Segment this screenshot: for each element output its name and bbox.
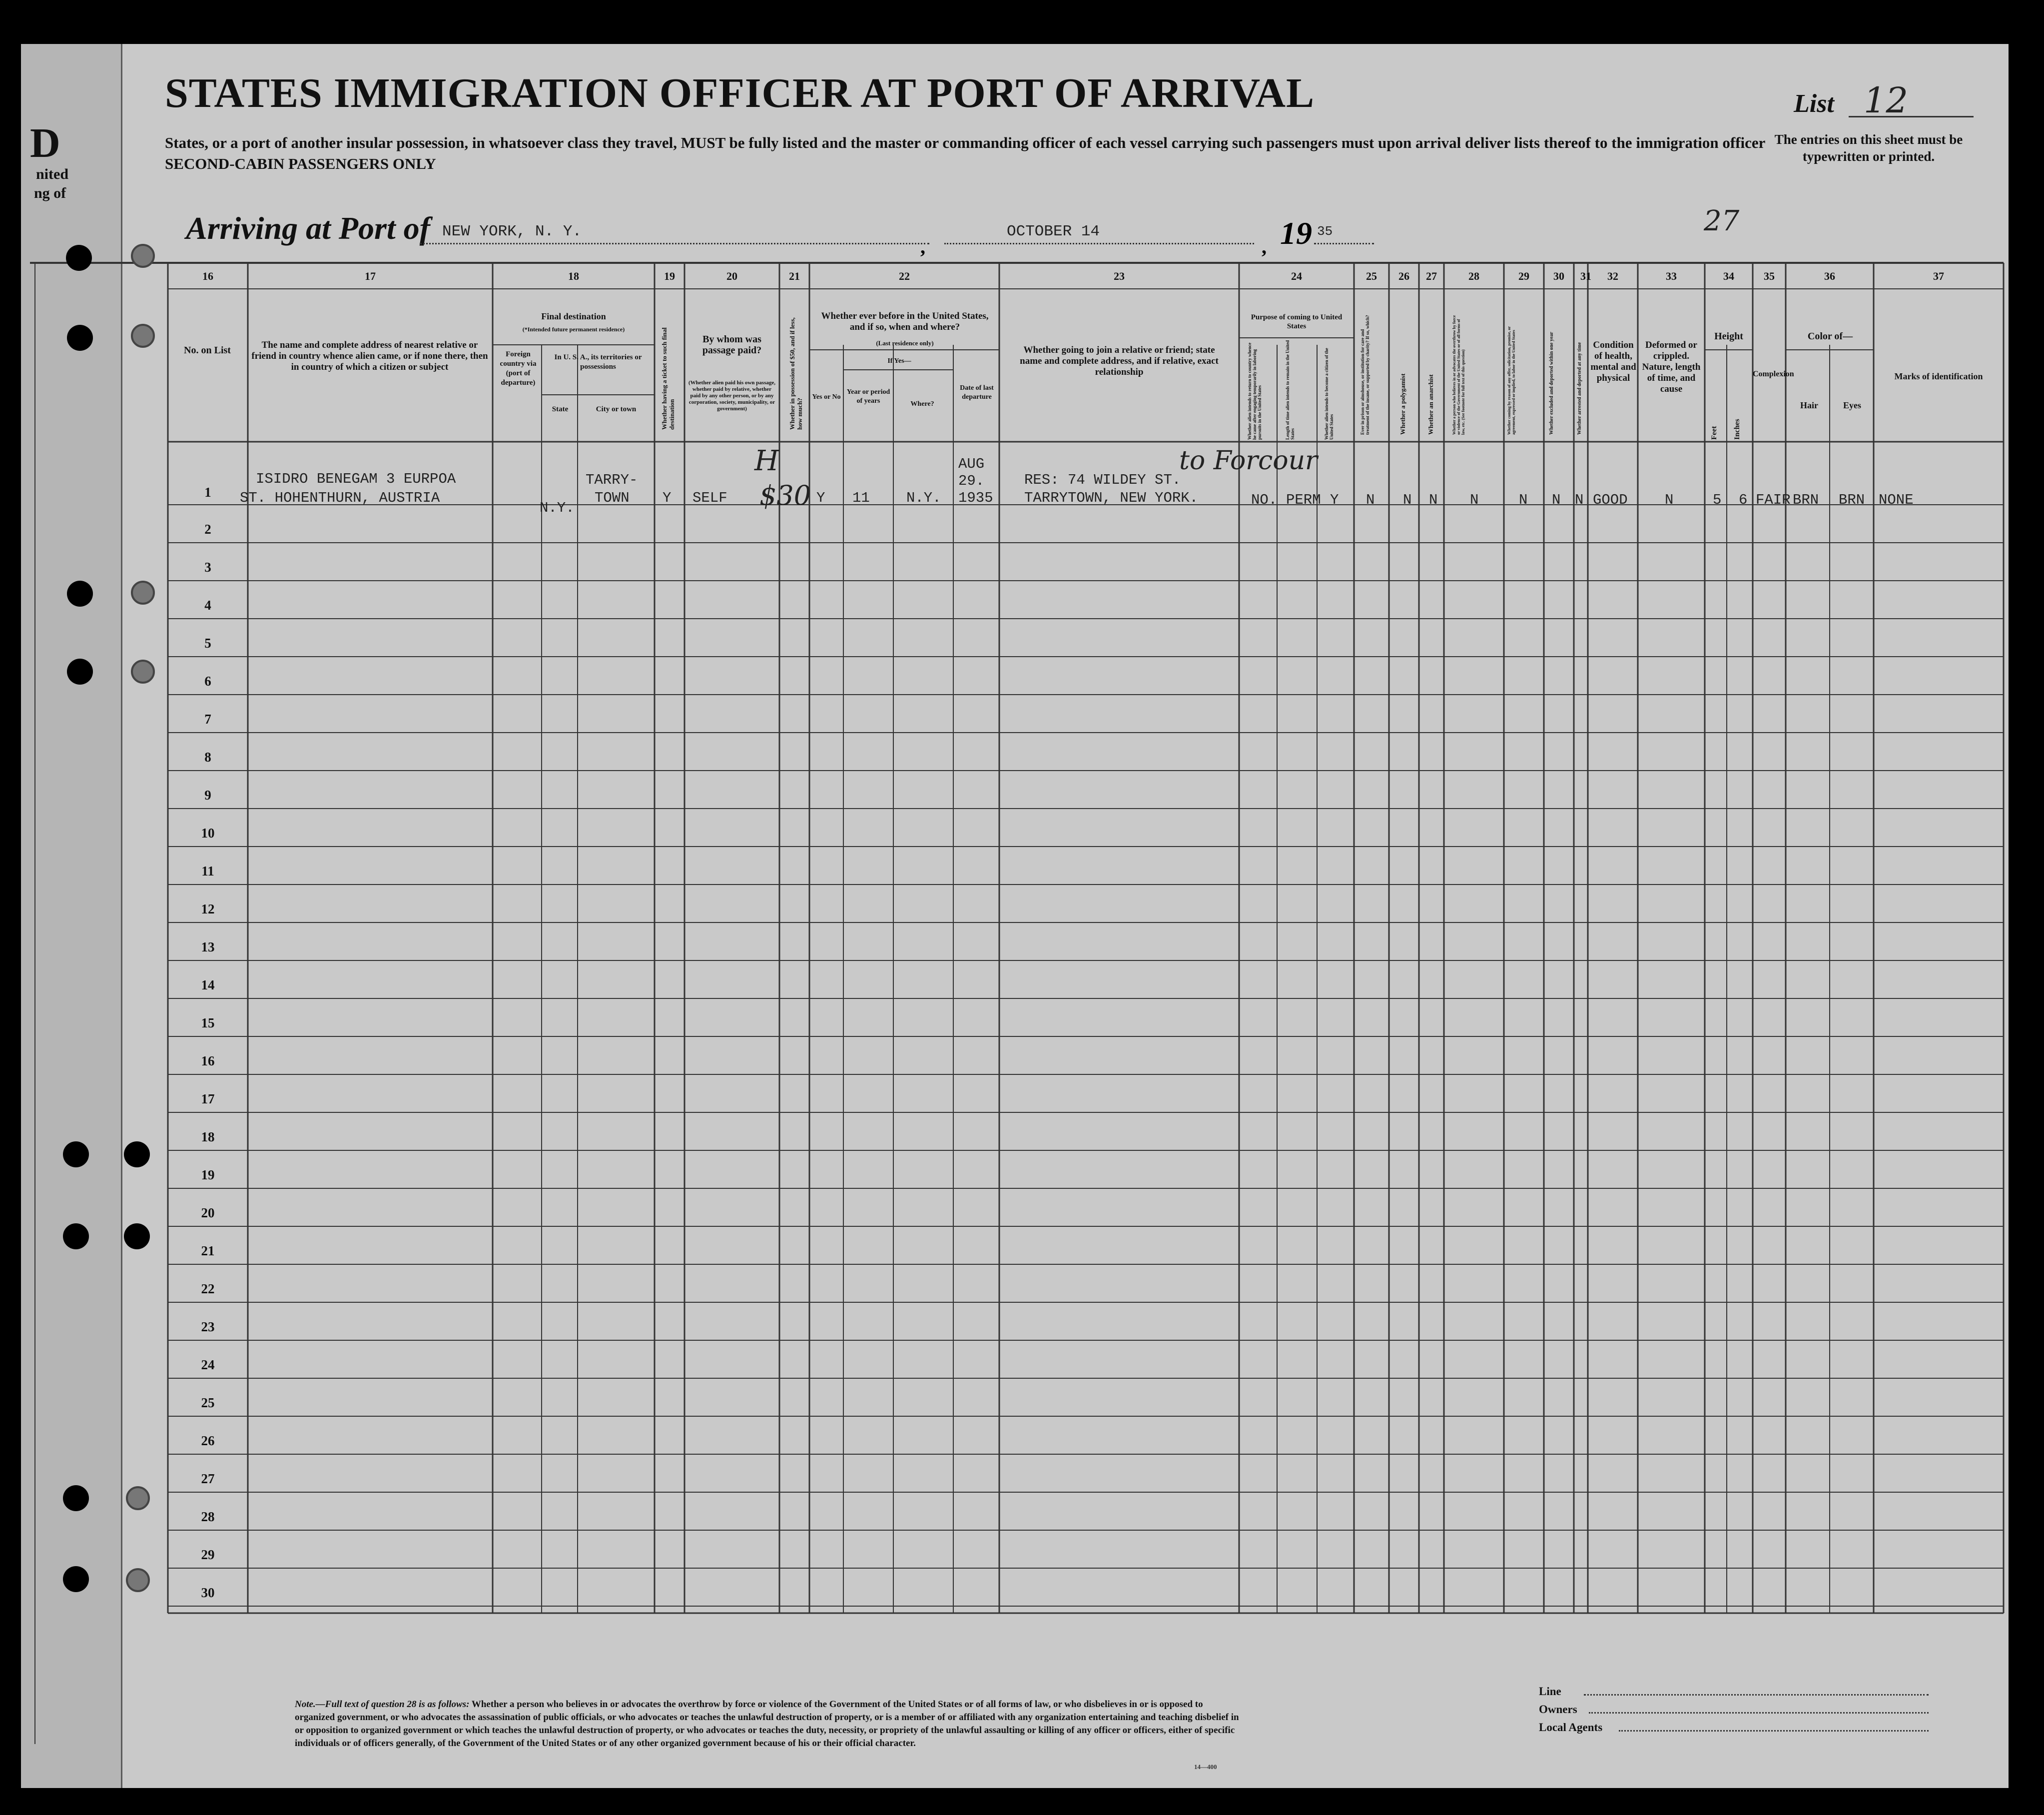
col-header-19: Whether having a ticket to such final destination <box>661 327 676 430</box>
col-header-28: Whether a person who believes in or advocates the overthrow by force or violence of the Government of the United States or of all forms of law, etc. (See footnote for full text of this question) <box>1452 315 1465 435</box>
row-number: 5 <box>204 636 211 651</box>
manifest-sheet <box>21 44 2009 1788</box>
footnote-lead: Note.—Full text of question 28 is as follows: <box>295 1699 470 1710</box>
class-note: SECOND-CABIN PASSENGERS ONLY <box>165 155 436 172</box>
form-number: 14—400 <box>1194 1763 1217 1771</box>
punch-hole <box>63 1223 89 1249</box>
row-number: 30 <box>201 1585 215 1600</box>
col-num-27: 27 <box>1426 270 1437 282</box>
col-header-18-state: State <box>552 405 569 413</box>
owners-label: Owners <box>1539 1703 1577 1716</box>
col-header-22-departure: Date of last departure <box>960 384 994 401</box>
col-num-21: 21 <box>789 270 800 282</box>
money-annotation: H <box>754 445 779 477</box>
col-num-37: 37 <box>1933 270 1944 282</box>
hair-value: BRN <box>1793 492 1819 508</box>
prison-value: N <box>1366 492 1375 508</box>
reinforcement-ring <box>131 660 155 684</box>
row-number: 25 <box>201 1395 215 1410</box>
overthrow-value: N <box>1470 492 1479 508</box>
height-feet-value: 5 <box>1713 492 1722 508</box>
line-label: Line <box>1539 1685 1561 1698</box>
punch-hole <box>63 1141 89 1167</box>
col-num-35: 35 <box>1764 270 1775 282</box>
row-number: 14 <box>201 977 215 992</box>
complexion-value: FAIR <box>1756 492 1791 508</box>
col-header-20-note: (Whether alien paid his own passage, whether paid by relative, whether paid by any other person, or by any corporation, society, municipality, or government) <box>688 380 775 412</box>
list-label: List <box>1794 89 1834 118</box>
col-num-26: 26 <box>1398 270 1409 282</box>
col-header-35: Complexion <box>1753 370 1794 378</box>
col-num-17: 17 <box>365 270 376 282</box>
col-header-26: Whether a polygamist <box>1399 373 1406 435</box>
col-header-34-feet: Feet <box>1710 426 1718 440</box>
list-note: The entries on this sheet must be typewritten or printed. <box>1774 132 1963 164</box>
col-header-25: Ever in prison or almshouse, or institution for care and treatment of the insane, or supported by charity? If so, which? <box>1360 315 1370 435</box>
row-number: 29 <box>201 1547 215 1562</box>
punch-hole <box>67 659 93 685</box>
owners-signature-line <box>1589 1712 1929 1714</box>
punch-hole <box>124 1141 150 1167</box>
row-number: 3 <box>204 560 211 575</box>
relative-address-line2: ST. HOHENTHURN, AUSTRIA <box>240 490 440 506</box>
list-number: 12 <box>1864 80 1909 121</box>
col-header-18: Final destination <box>541 311 606 321</box>
row-number: 6 <box>204 674 211 689</box>
row-number: 15 <box>201 1015 215 1030</box>
relative-address-line1: ISIDRO BENEGAM 3 EURPOA <box>256 471 456 487</box>
col-header-33: Deformed or crippled. Nature, length of time, and cause <box>1642 340 1701 394</box>
col-num-32: 32 <box>1607 270 1618 282</box>
year-prefix: 19 <box>1280 215 1312 251</box>
row-number: 27 <box>201 1471 215 1486</box>
length-value: PERM <box>1286 492 1321 508</box>
col-num-25: 25 <box>1366 270 1377 282</box>
punch-hole <box>66 245 92 271</box>
col-header-37: Marks of identification <box>1894 371 1983 381</box>
col-header-24-length: Length of time alien intends to remain in the United States <box>1285 340 1295 440</box>
punch-hole <box>67 581 93 607</box>
dest-state: N.Y. <box>540 500 575 516</box>
row-number: 18 <box>201 1129 215 1144</box>
punch-hole <box>124 1223 150 1249</box>
col-header-29: Whether coming by reason of any offer, solicitation, promise, or agreement, expressed or implied, to labor in the United States <box>1507 326 1516 435</box>
row-number: 13 <box>201 939 215 954</box>
col-header-22-yesno: Yes or No <box>812 393 841 401</box>
col-header-36: Color of— <box>1807 331 1853 342</box>
reinforcement-ring <box>126 1568 150 1592</box>
col-header-16: No. on List <box>184 345 231 356</box>
health-value: GOOD <box>1593 492 1628 508</box>
col-header-24: Purpose of coming to United States <box>1251 313 1343 330</box>
year-suffix: 35 <box>1317 224 1333 239</box>
col-header-18-foreign: Foreign country via (port of departure) <box>500 350 537 387</box>
deformed-value: N <box>1665 492 1674 508</box>
row-number: 17 <box>201 1091 215 1106</box>
edge-fragment-letter: D <box>30 120 60 166</box>
col-header-36-hair: Hair <box>1800 400 1818 410</box>
dest-city-line1: TARRY- <box>586 472 638 488</box>
col-header-22-years: Year or period of years <box>846 388 890 405</box>
col-num-19: 19 <box>664 270 675 282</box>
edge-fragment-united: nited <box>36 166 69 182</box>
col-num-36: 36 <box>1824 270 1835 282</box>
excluded-value: N <box>1552 492 1561 508</box>
been-before-value: Y <box>816 490 825 506</box>
anarchist-value: N <box>1429 492 1438 508</box>
comma-2: , <box>1262 235 1267 258</box>
col-header-20: By whom was passage paid? <box>702 334 762 356</box>
list-number-underline <box>1849 116 1974 117</box>
height-inches-value: 6 <box>1739 492 1748 508</box>
row-number: 12 <box>201 902 215 916</box>
return-value: NO. <box>1251 492 1278 508</box>
polygamist-value: N <box>1403 492 1412 508</box>
row-number: 4 <box>204 598 211 613</box>
col-num-28: 28 <box>1468 270 1479 282</box>
join-line1: RES: 74 WILDEY ST. <box>1024 472 1181 488</box>
row-number: 2 <box>204 522 211 537</box>
row-number: 26 <box>201 1433 215 1448</box>
col-header-31: Whether arrested and deported at any time <box>1577 342 1582 435</box>
money-value: $30 <box>759 480 811 511</box>
row-number: 22 <box>201 1281 215 1296</box>
col-num-34: 34 <box>1723 270 1734 282</box>
year-line <box>1314 243 1374 244</box>
row-number: 24 <box>201 1357 215 1372</box>
col-header-34-inches: Inches <box>1733 419 1741 440</box>
join-line2: TARRYTOWN, NEW YORK. <box>1024 490 1199 506</box>
date-line <box>944 243 1254 244</box>
paid-by-value: SELF <box>692 490 727 506</box>
port-value: NEW YORK, N. Y. <box>442 223 582 240</box>
col-header-30: Whether excluded and deported within one year <box>1549 332 1554 435</box>
col-header-32: Condition of health, mental and physical <box>1590 340 1636 383</box>
col-header-23: Whether going to join a relative or friend; state name and complete address, and if relative, exact relationship <box>1020 345 1219 377</box>
row-number: 20 <box>201 1205 215 1220</box>
row-number: 1 <box>204 485 211 500</box>
row-number: 21 <box>201 1243 215 1258</box>
departure-line2: 29. <box>958 473 985 489</box>
row-number: 28 <box>201 1509 215 1524</box>
col-num-31: 31 <box>1580 270 1591 282</box>
col-header-22: Whether ever before in the United States, and if so, when and where? <box>821 311 989 332</box>
manifest-grid <box>21 44 2009 1788</box>
port-line <box>420 243 929 244</box>
row-number: 23 <box>201 1319 215 1334</box>
col-header-22-note: (Last residence only) <box>876 339 934 347</box>
col-num-33: 33 <box>1666 270 1677 282</box>
col-header-34: Height <box>1714 331 1743 342</box>
footnote-text: Whether a person who believes in or advocates the overthrow by force or violence of the Government of the United States or of all forms of law, or who disbelieves in or is opposed to organized government, or who advocates the assassination of public officials, or who advocates or teaches the unlawful destruction of property, or is a member of or affiliated with any organization entertaining and teaching disbelief in or opposition to organized government or which teaches the unlawful destruction of property, or who advocates or teaches the duty, necessity, or propriety of the unlawful assaulting or killing of any officer or officers, either of specific individuals or of officers generally, of the Government of the United States or of any other organized government because of his or their official character. <box>295 1699 1239 1749</box>
form-title: STATES IMMIGRATION OFFICER AT PORT OF ARRIVAL <box>165 70 1315 116</box>
col-header-21: Whether in possession of $50, and if less, how much? <box>788 317 803 430</box>
line-signature-line <box>1584 1694 1929 1696</box>
col-header-18-city: City or town <box>596 405 637 413</box>
agents-signature-line <box>1619 1730 1929 1732</box>
years-value: 11 <box>852 490 870 506</box>
col-num-24: 24 <box>1291 270 1302 282</box>
marks-value: NONE <box>1879 492 1914 508</box>
col-num-16: 16 <box>202 270 213 282</box>
citizen-value: Y <box>1330 492 1339 508</box>
ticket-value: Y <box>663 490 672 506</box>
date-value: OCTOBER 14 <box>1007 223 1100 240</box>
col-num-18: 18 <box>568 270 579 282</box>
row-number: 7 <box>204 712 211 727</box>
reinforcement-ring <box>131 581 155 605</box>
col-num-20: 20 <box>726 270 737 282</box>
reinforcement-ring <box>126 1486 150 1510</box>
row-number: 16 <box>201 1053 215 1068</box>
row-number: 19 <box>201 1167 215 1182</box>
col-header-24-citizen: Whether alien intends to become a citizen of the United States <box>1324 348 1334 440</box>
col-header-18-note: (*Intended future permanent residence) <box>522 326 625 333</box>
row-number: 11 <box>201 864 214 879</box>
edge-fragment-of: ng of <box>34 185 66 201</box>
reinforcement-ring <box>131 324 155 348</box>
footnote <box>295 1698 1239 1750</box>
where-value: N.Y. <box>906 490 941 506</box>
arriving-label: Arriving at Port of <box>186 210 430 246</box>
col-num-29: 29 <box>1518 270 1529 282</box>
col-header-27: Whether an anarchist <box>1427 374 1434 435</box>
punch-hole <box>63 1485 89 1511</box>
col-num-23: 23 <box>1114 270 1125 282</box>
corner-mark: 27 <box>1704 205 1740 237</box>
row-number: 9 <box>204 788 211 803</box>
col-num-30: 30 <box>1553 270 1564 282</box>
departure-line1: AUG <box>958 456 985 472</box>
comma: , <box>920 235 925 258</box>
col-header-36-eyes: Eyes <box>1843 400 1861 410</box>
col-num-22: 22 <box>899 270 910 282</box>
row-number: 8 <box>204 750 211 765</box>
col-header-22-where: Where? <box>910 400 934 408</box>
departure-line3: 1935 <box>958 490 993 506</box>
eyes-value: BRN <box>1839 492 1865 508</box>
dest-city-line2: TOWN <box>595 490 630 506</box>
col-header-17: The name and complete address of nearest relative or friend in country whence alien came, or if none there, then in country of which a citizen or subject <box>251 340 488 372</box>
instruction-text: States, or a port of another insular possession, in whatsoever class they travel, MUST be fully listed and the master or commanding officer of each vessel carrying such passengers must upon arrival deliver lists thereof to the immigration officer <box>165 134 1766 151</box>
arrested-value: N <box>1575 492 1584 508</box>
offer-value: N <box>1519 492 1528 508</box>
row-number: 10 <box>201 826 215 841</box>
col-header-24-return: Whether alien intends to return to country whence he came after engaging temporarily in laboring pursuits in the United States <box>1247 342 1262 440</box>
reinforcement-ring <box>131 244 155 268</box>
join-annotation: to Forcour <box>1179 446 1318 476</box>
punch-hole <box>63 1566 89 1592</box>
agents-label: Local Agents <box>1539 1721 1603 1734</box>
punch-hole <box>67 325 93 351</box>
col-header-18-usa: In U. S. A., its territories or possessions <box>554 353 642 371</box>
col-header-22-ifyes: If Yes— <box>887 357 911 365</box>
